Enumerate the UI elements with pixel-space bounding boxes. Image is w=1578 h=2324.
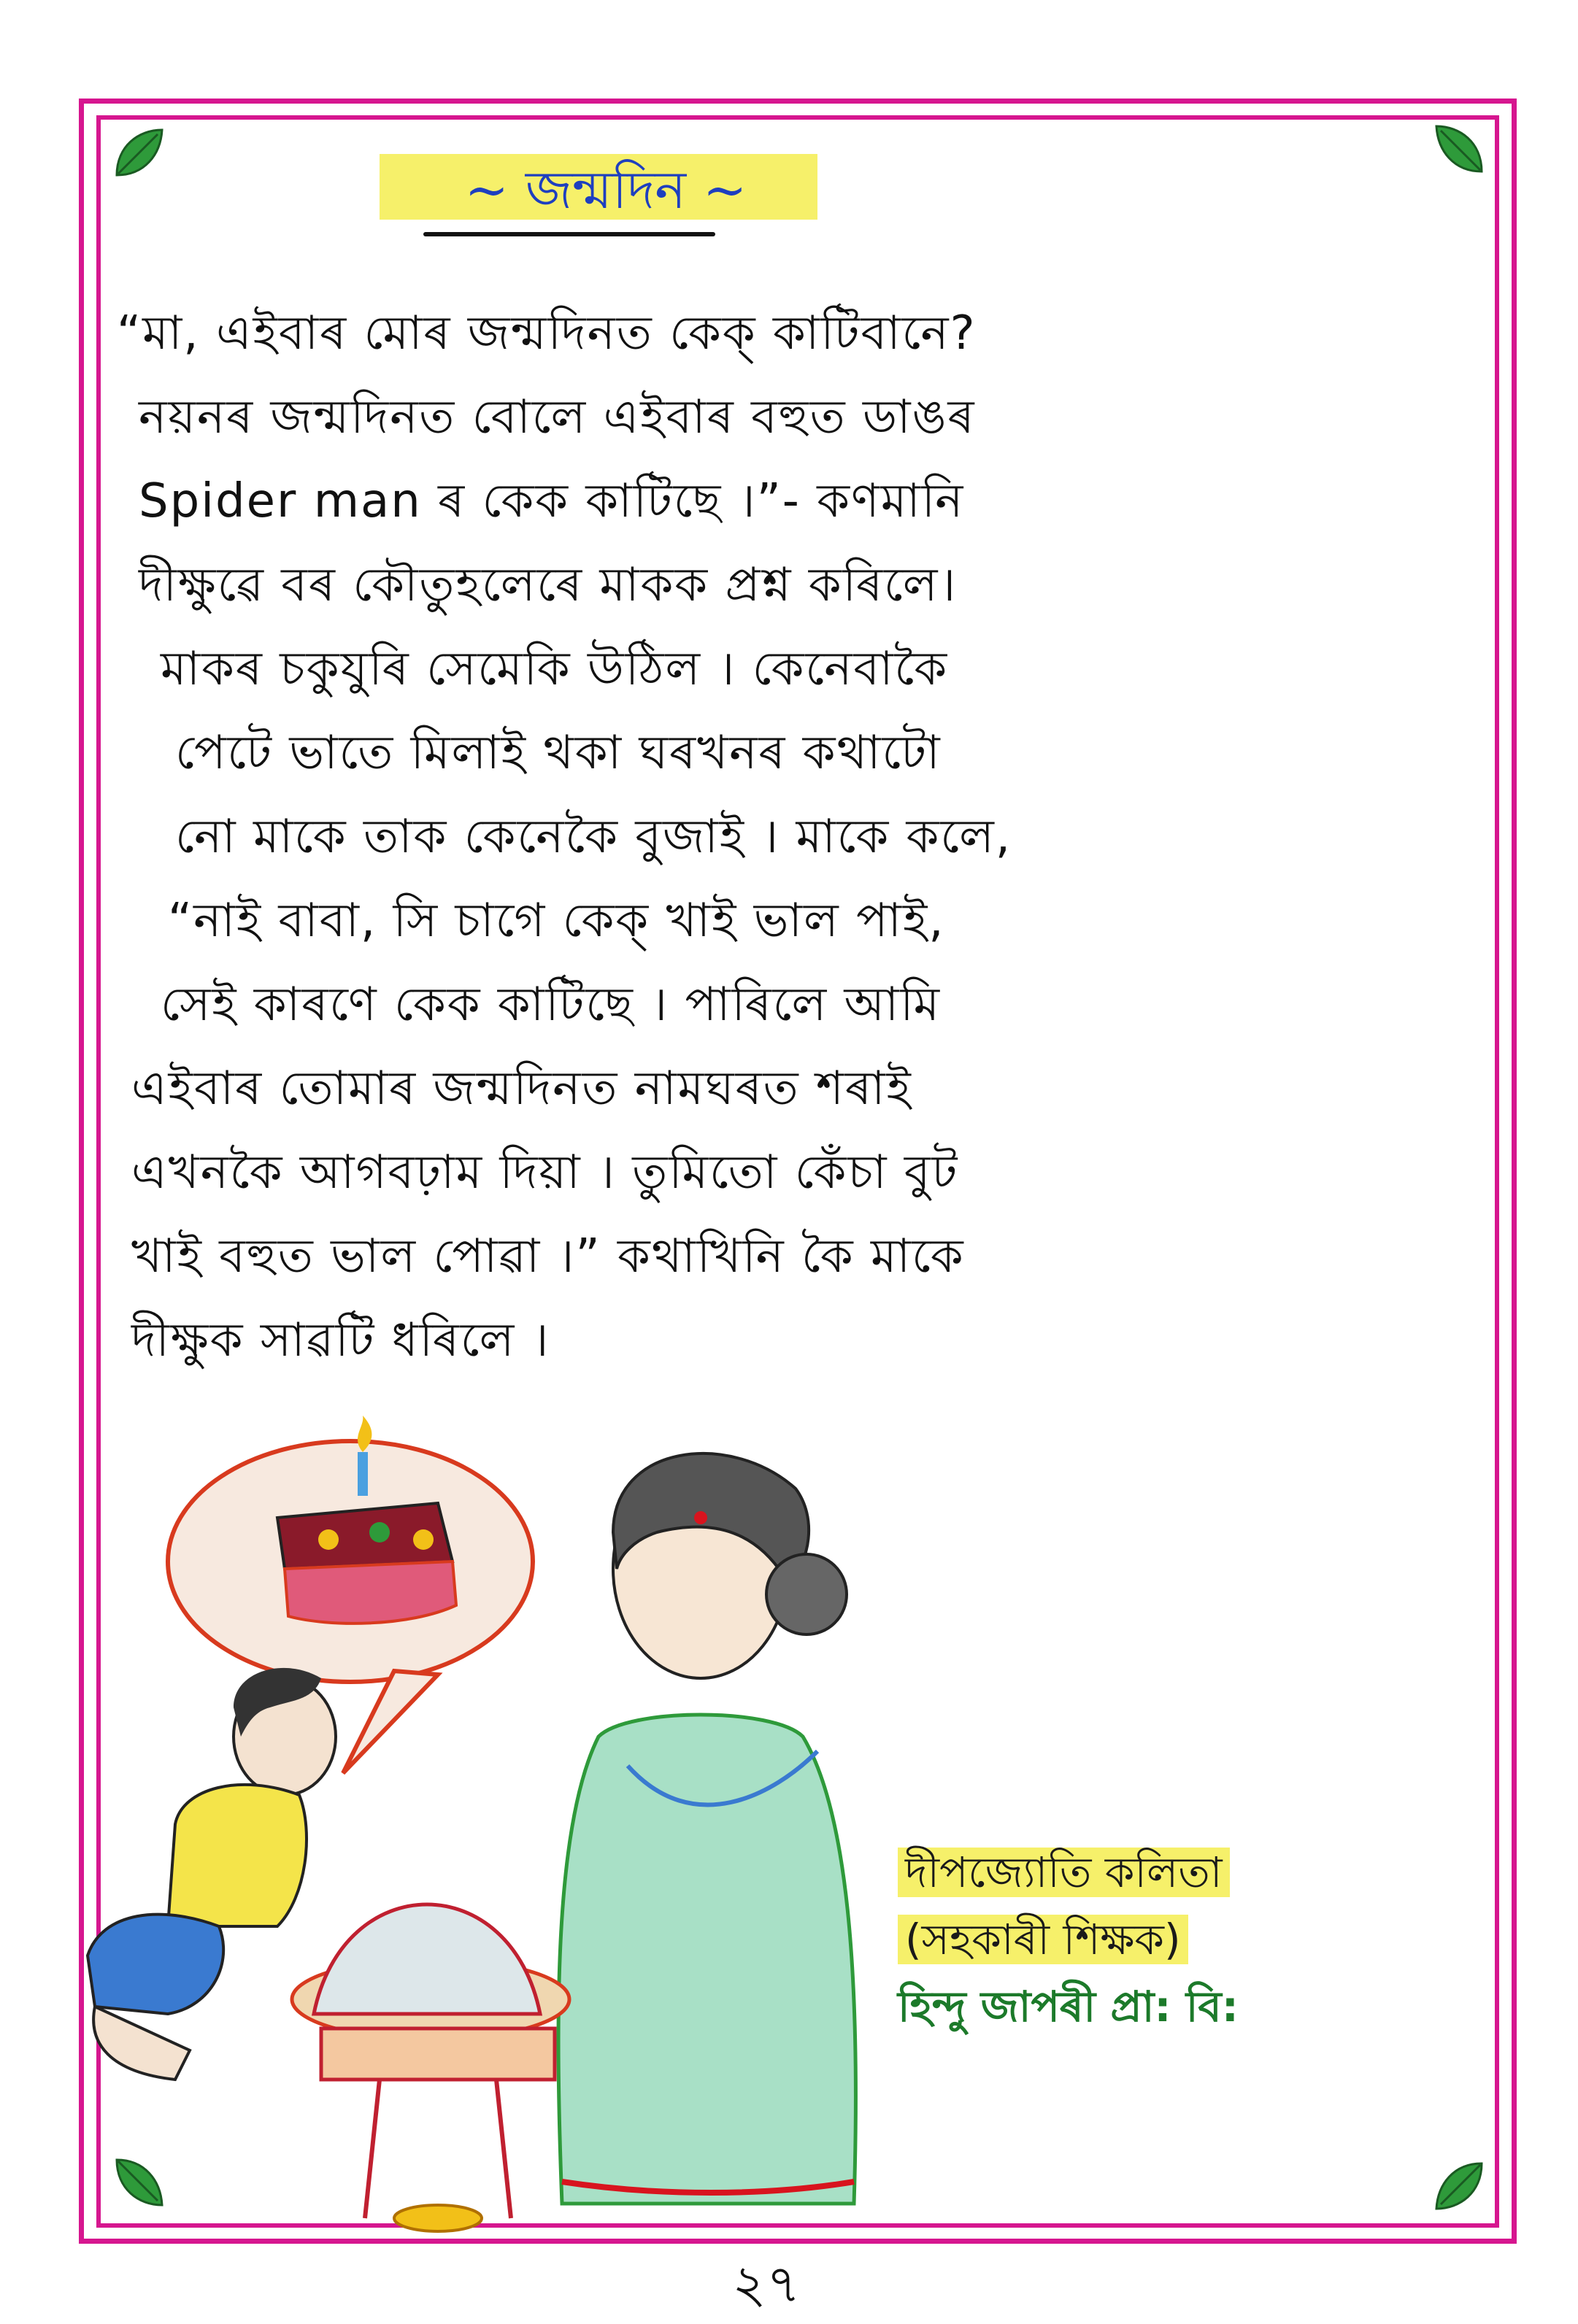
story-line: পেটে ভাতে মিলাই থকা ঘৰখনৰ কথাটো <box>175 726 942 780</box>
story-line: এখনকৈ আগবঢ়াম দিয়া । তুমিতো কেঁচা বুট <box>131 1146 959 1200</box>
boy-figure <box>88 1668 336 2080</box>
story-line: নয়নৰ জন্মদিনত বোলে এইবাৰ বহুত ডাঙৰ <box>139 390 976 444</box>
mother-figure <box>558 1454 855 2204</box>
author-role: (সহকাৰী শিক্ষক) <box>898 1915 1188 1964</box>
story-line: “মা, এইবাৰ মোৰ জন্মদিনত কেক্ কাটিবানে? <box>117 306 977 360</box>
story-line: এইবাৰ তোমাৰ জন্মদিনত নামঘৰত শৰাই <box>131 1062 912 1116</box>
story-line: “নাই বাবা, সি চাগে কেক্ খাই ভাল পাই, <box>168 894 945 948</box>
page-number: ২৭ <box>732 2253 801 2315</box>
author-name: দীপজ্যোতি কলিতা <box>898 1848 1230 1897</box>
story-line: দীক্ষুক সাৱটি ধৰিলে । <box>131 1313 550 1367</box>
offering-stand <box>292 1904 569 2231</box>
author-school: হিন্দু জাপৰী প্ৰা: বি: <box>898 1982 1239 2031</box>
story-line: Spider man ৰ কেক কাটিছে ।”- কণমানি <box>139 474 965 528</box>
author-credit <box>898 1839 1452 2040</box>
story-line: সেই কাৰণে কেক কাটিছে । পাৰিলে আমি <box>161 978 942 1032</box>
story-line: দীক্ষুৱে বৰ কৌতুহলেৰে মাকক প্ৰশ্ন কৰিলে। <box>139 558 958 612</box>
story-line: খাই বহুত ভাল পোৱা ।” কথাখিনি কৈ মাকে <box>131 1229 965 1283</box>
story-line: মাকৰ চকুযুৰি সেমেকি উঠিল । কেনেবাকৈ <box>161 642 949 696</box>
page-title: ~ জন্মদিন ~ <box>464 159 747 220</box>
story-line: নো মাকে তাক কেনেকৈ বুজাই । মাকে কলে, <box>175 810 1012 864</box>
